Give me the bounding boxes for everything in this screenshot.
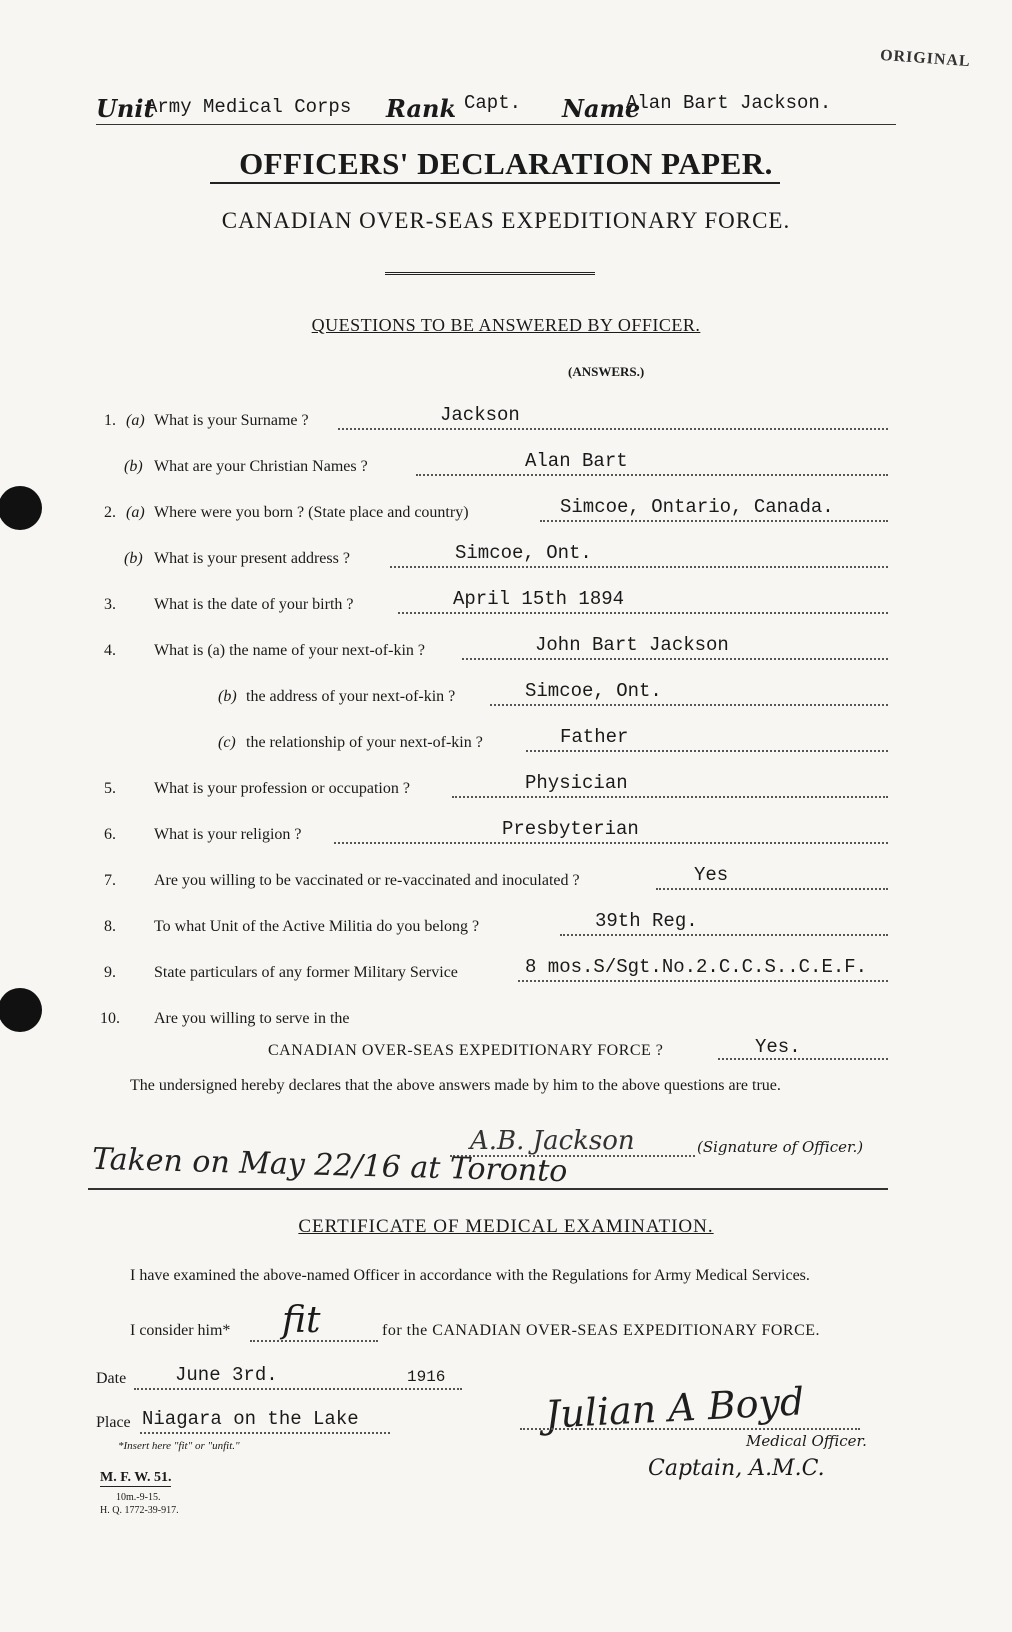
taken-on-rule: [88, 1188, 888, 1190]
answer-dotted-line: [526, 750, 888, 752]
print-code-2: H. Q. 1772-39-917.: [100, 1505, 179, 1516]
question-text: What is (a) the name of your next-of-kin ?: [154, 642, 426, 659]
question-sub-label: (b): [124, 458, 143, 475]
header-line: [96, 92, 896, 125]
officer-signature: A.B. Jackson: [470, 1126, 635, 1156]
date-value: June 3rd.: [175, 1364, 278, 1386]
q10-answer-line: [718, 1058, 888, 1060]
title-underline: [210, 182, 780, 184]
punch-hole-bottom: [0, 988, 42, 1032]
answer-value: Simcoe, Ontario, Canada.: [560, 496, 834, 518]
question-sub-label: (c): [218, 734, 236, 751]
question-number: 9.: [104, 964, 116, 981]
question-number: 7.: [104, 872, 116, 889]
medical-officer-label: Medical Officer.: [746, 1432, 867, 1450]
question-text: Are you willing to serve in the: [154, 1010, 350, 1027]
answer-value: 39th Reg.: [595, 910, 698, 932]
answer-dotted-line: [452, 796, 888, 798]
question-number: 6.: [104, 826, 116, 843]
question-text: To what Unit of the Active Militia do you belong ?: [154, 918, 480, 935]
answer-value: April 15th 1894: [453, 588, 625, 610]
question-text: the relationship of your next-of-kin ?: [246, 734, 483, 751]
medical-text: I have examined the above-named Officer in accordance with the Regulations for Army Medical Services.: [130, 1267, 810, 1284]
question-text: What is your religion ?: [154, 826, 302, 843]
date-line: [134, 1388, 462, 1390]
q10-answer: Yes.: [755, 1036, 801, 1058]
question-text: Where were you born ? (State place and country): [154, 504, 469, 521]
question-number: 10.: [100, 1010, 120, 1027]
medical-signature-line: [520, 1428, 860, 1430]
answer-value: Presbyterian: [502, 818, 639, 840]
question-text: What is your present address ?: [154, 550, 350, 567]
question-sub-label: (b): [124, 550, 143, 567]
answer-dotted-line: [390, 566, 888, 568]
question-text: What is your profession or occupation ?: [154, 780, 410, 797]
punch-hole-top: [0, 486, 42, 530]
name-label: Name: [562, 94, 641, 123]
answer-value: Simcoe, Ont.: [455, 542, 592, 564]
question-text: What is the date of your birth ?: [154, 596, 354, 613]
question-number: 2.: [104, 504, 116, 521]
answer-value: Physician: [525, 772, 628, 794]
question-number: 8.: [104, 918, 116, 935]
question-number: 5.: [104, 780, 116, 797]
q10-line2: CANADIAN OVER-SEAS EXPEDITIONARY FORCE ?: [268, 1042, 664, 1059]
question-text: Are you willing to be vaccinated or re-vaccinated and inoculated ?: [154, 872, 580, 889]
question-text: What are your Christian Names ?: [154, 458, 368, 475]
answer-value: 8 mos.S/Sgt.No.2.C.C.S..C.E.F.: [525, 956, 868, 978]
answer-dotted-line: [462, 658, 888, 660]
question-text: What is your Surname ?: [154, 412, 309, 429]
answer-dotted-line: [490, 704, 888, 706]
answer-value: Simcoe, Ont.: [525, 680, 662, 702]
date-year: 1916: [407, 1368, 446, 1386]
name-value: Alan Bart Jackson.: [626, 92, 832, 114]
place-line: [140, 1432, 390, 1434]
question-text: State particulars of any former Military Service: [154, 964, 458, 981]
answer-value: Yes: [694, 864, 729, 886]
answer-value: Alan Bart: [525, 450, 628, 472]
rank-label: Rank: [386, 94, 457, 123]
insert-note: *Insert here "fit" or "unfit.": [118, 1440, 240, 1452]
taken-on-note: Taken on May 22/16 at Toronto: [91, 1141, 568, 1190]
answer-dotted-line: [334, 842, 888, 844]
form-code: M. F. W. 51.: [100, 1470, 172, 1485]
consider-value: fit: [282, 1300, 321, 1341]
consider-label: I consider him*: [130, 1322, 231, 1339]
question-sub-label: (a): [126, 504, 145, 521]
medical-heading: CERTIFICATE OF MEDICAL EXAMINATION.: [298, 1216, 714, 1237]
question-number: 3.: [104, 596, 116, 613]
place-value: Niagara on the Lake: [142, 1408, 359, 1430]
answers-label: (ANSWERS.): [568, 364, 645, 379]
document-title: OFFICERS' DECLARATION PAPER.: [239, 146, 773, 181]
signature-label: (Signature of Officer.): [697, 1138, 864, 1156]
questions-heading: QUESTIONS TO BE ANSWERED BY OFFICER.: [311, 315, 701, 335]
rank-value: Capt.: [464, 92, 522, 114]
answer-value: Jackson: [440, 404, 520, 426]
question-sub-label: (a): [126, 412, 145, 429]
answer-dotted-line: [338, 428, 888, 430]
date-label: Date: [96, 1370, 127, 1387]
original-stamp: ORIGINAL: [879, 46, 972, 71]
print-code-1: 10m.-9-15.: [116, 1492, 161, 1503]
place-label: Place: [96, 1414, 131, 1431]
answer-dotted-line: [656, 888, 888, 890]
answer-value: John Bart Jackson: [535, 634, 729, 656]
ornamental-rule: [385, 272, 595, 278]
question-number: 1.: [104, 412, 116, 429]
question-number: 4.: [104, 642, 116, 659]
answer-dotted-line: [560, 934, 888, 936]
unit-value: Army Medical Corps: [146, 96, 352, 118]
captain-label: Captain, A.M.C.: [648, 1456, 825, 1481]
answer-dotted-line: [540, 520, 888, 522]
answer-dotted-line: [518, 980, 888, 982]
question-text: the address of your next-of-kin ?: [246, 688, 456, 705]
question-sub-label: (b): [218, 688, 237, 705]
unit-label: Unit: [96, 94, 155, 123]
answer-dotted-line: [398, 612, 888, 614]
document-subtitle: CANADIAN OVER-SEAS EXPEDITIONARY FORCE.: [221, 208, 791, 233]
consider-suffix: for the CANADIAN OVER-SEAS EXPEDITIONARY FORCE.: [382, 1322, 821, 1339]
answer-dotted-line: [416, 474, 888, 476]
declaration-text: The undersigned hereby declares that the above answers made by him to the above questions are true.: [130, 1077, 781, 1094]
medical-officer-signature: Julian A Boyd: [544, 1379, 806, 1437]
answer-value: Father: [560, 726, 629, 748]
